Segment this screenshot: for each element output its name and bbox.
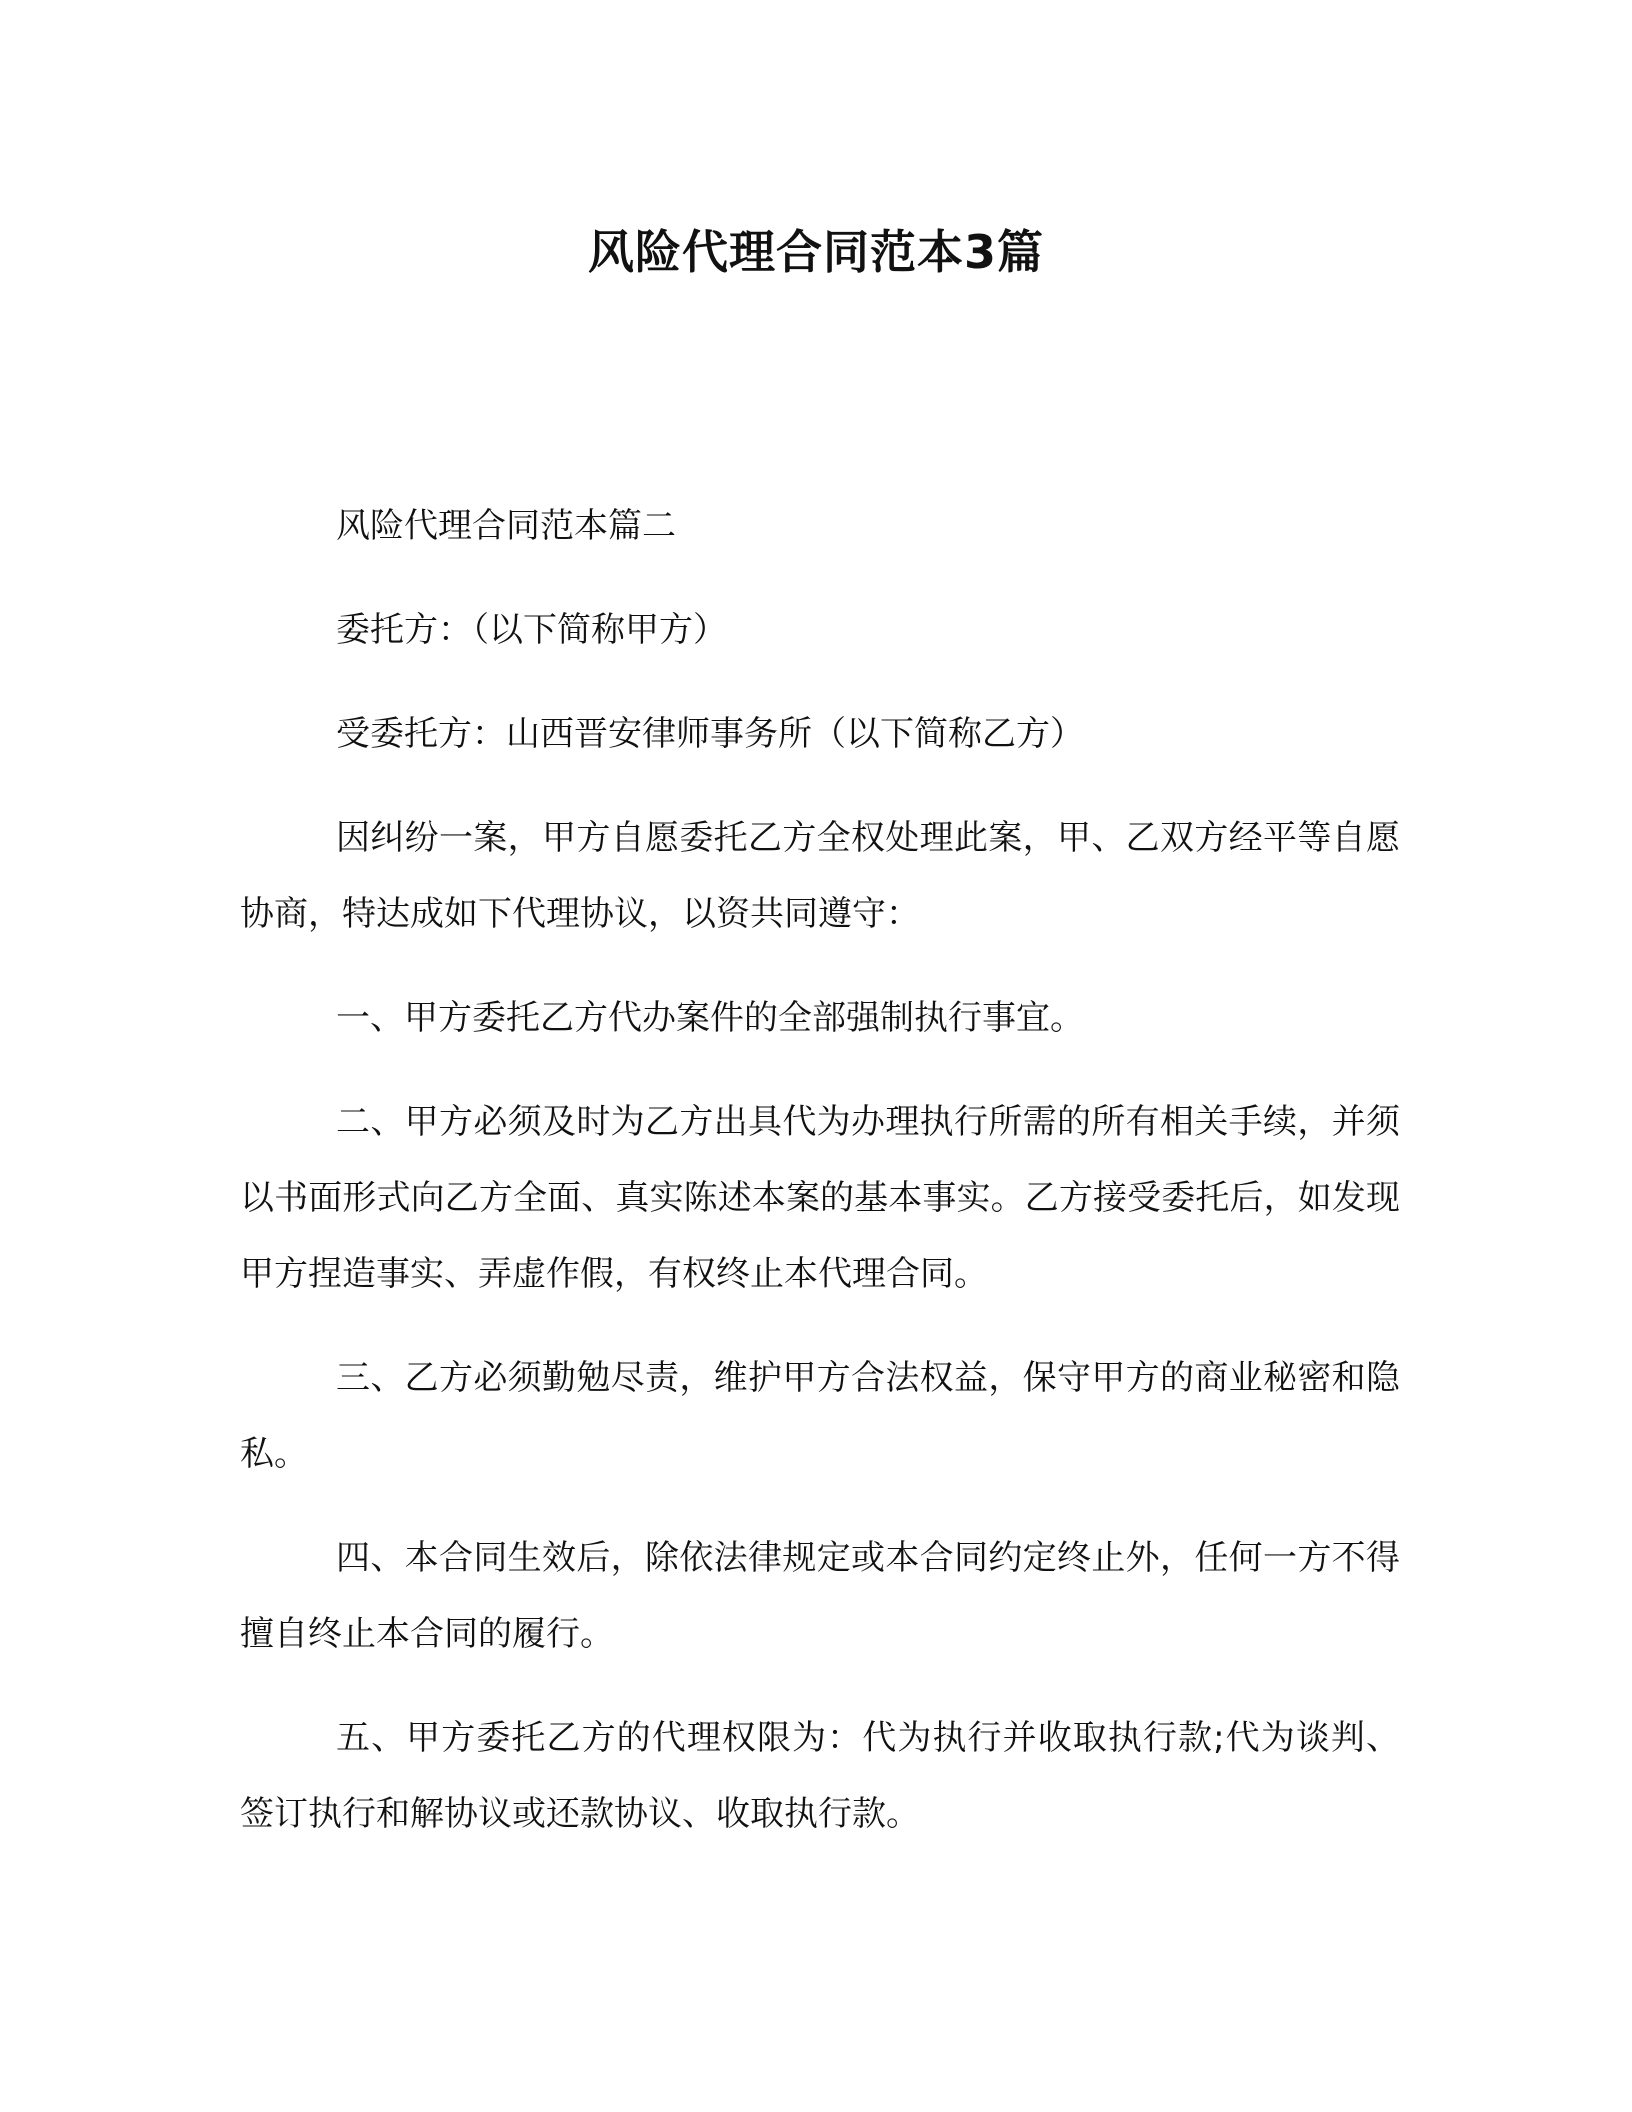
clause-2: 二、甲方必须及时为乙方出具代为办理执行所需的所有相关手续，并须以书面形式向乙方全面、真实陈述本案的基本事实。乙方接受委托后，如发现甲方捏造事实、弄虚作假，有权终止本代理合同。 <box>240 1102 1400 1294</box>
preamble-paragraph: 因纠纷一案，甲方自愿委托乙方全权处理此案，甲、乙双方经平等自愿协商，特达成如下代理协议，以资共同遵守： <box>240 818 1400 934</box>
section-heading: 风险代理合同范本篇二 <box>336 506 676 546</box>
clause-4: 四、本合同生效后，除依法律规定或本合同约定终止外，任何一方不得擅自终止本合同的履行。 <box>240 1538 1400 1654</box>
agent-line: 受委托方：山西晋安律师事务所（以下简称乙方） <box>336 714 1084 754</box>
clause-3: 三、乙方必须勤勉尽责，维护甲方合法权益，保守甲方的商业秘密和隐私。 <box>240 1358 1400 1474</box>
clause-1: 一、甲方委托乙方代办案件的全部强制执行事宜。 <box>336 998 1084 1038</box>
principal-line: 委托方：（以下简称甲方） <box>336 610 727 650</box>
document-title: 风险代理合同范本3篇 <box>587 225 1044 279</box>
document-body <box>240 488 1400 1880</box>
clause-5: 五、甲方委托乙方的代理权限为：代为执行并收取执行款;代为谈判、签订执行和解协议或还款协议、收取执行款。 <box>240 1718 1400 1834</box>
